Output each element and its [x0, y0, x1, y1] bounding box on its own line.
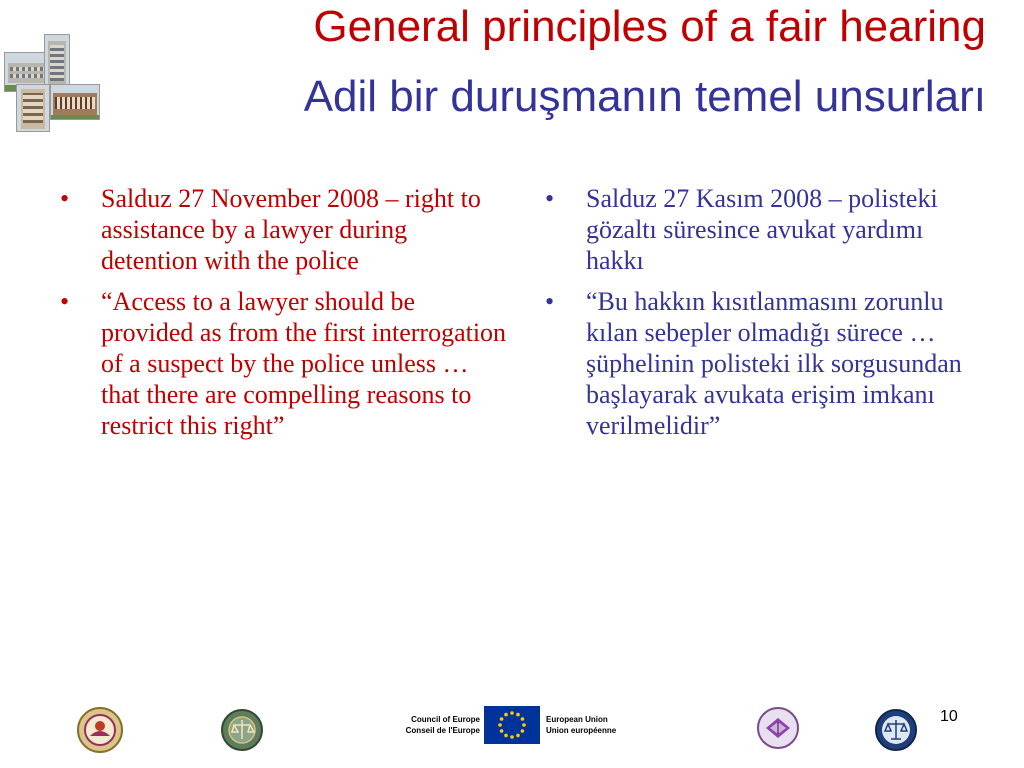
building-photo-icon: [44, 34, 70, 88]
bullet-text: Salduz 27 November 2008 – right to assistance by a lawyer during detention with the police: [101, 184, 481, 275]
court-seal-icon: [220, 708, 264, 752]
slide-title-english: General principles of a fair hearing: [313, 2, 986, 51]
building-photo-icon: [16, 84, 50, 132]
page-number: 10: [940, 708, 958, 725]
bullet-icon: •: [60, 184, 70, 213]
list-item: [58, 286, 508, 441]
bullet-text: Salduz 27 Kasım 2008 – polisteki gözaltı süresince avukat yardımı hakkı: [586, 184, 938, 275]
bullet-text: “Access to a lawyer should be provided as from the first interrogation of a suspect by the police unless … that there are compelling reasons to restrict this right”: [101, 287, 507, 440]
book-emblem-icon: [756, 706, 800, 750]
turkish-bullet-column: [543, 183, 973, 451]
emblem-seal-icon: [76, 706, 124, 754]
eu-flag-icon: [484, 706, 540, 744]
bullet-text: “Bu hakkın kısıtlanmasını zorunlu kılan sebepler olmadığı sürece … şüphelinin polisteki ilk sorgusundan başlayarak avukata erişim imkanı verilmelidir”: [586, 287, 962, 440]
bullet-icon: •: [60, 287, 70, 316]
english-bullet-list: [58, 183, 508, 441]
bullet-icon: •: [545, 287, 555, 316]
english-bullet-column: [58, 183, 508, 451]
building-photo-icon: [50, 84, 100, 120]
council-of-europe-label: Council of Europe Conseil de l'Europe: [405, 715, 480, 735]
turkish-bullet-list: [543, 183, 973, 441]
list-item: [543, 286, 973, 441]
bullet-icon: •: [545, 184, 555, 213]
slide-title-turkish: Adil bir duruşmanın temel unsurları: [303, 72, 986, 121]
justice-scales-icon: [874, 708, 918, 752]
list-item: [58, 183, 508, 276]
list-item: [543, 183, 973, 276]
european-union-label: European Union Union européenne: [546, 715, 617, 735]
